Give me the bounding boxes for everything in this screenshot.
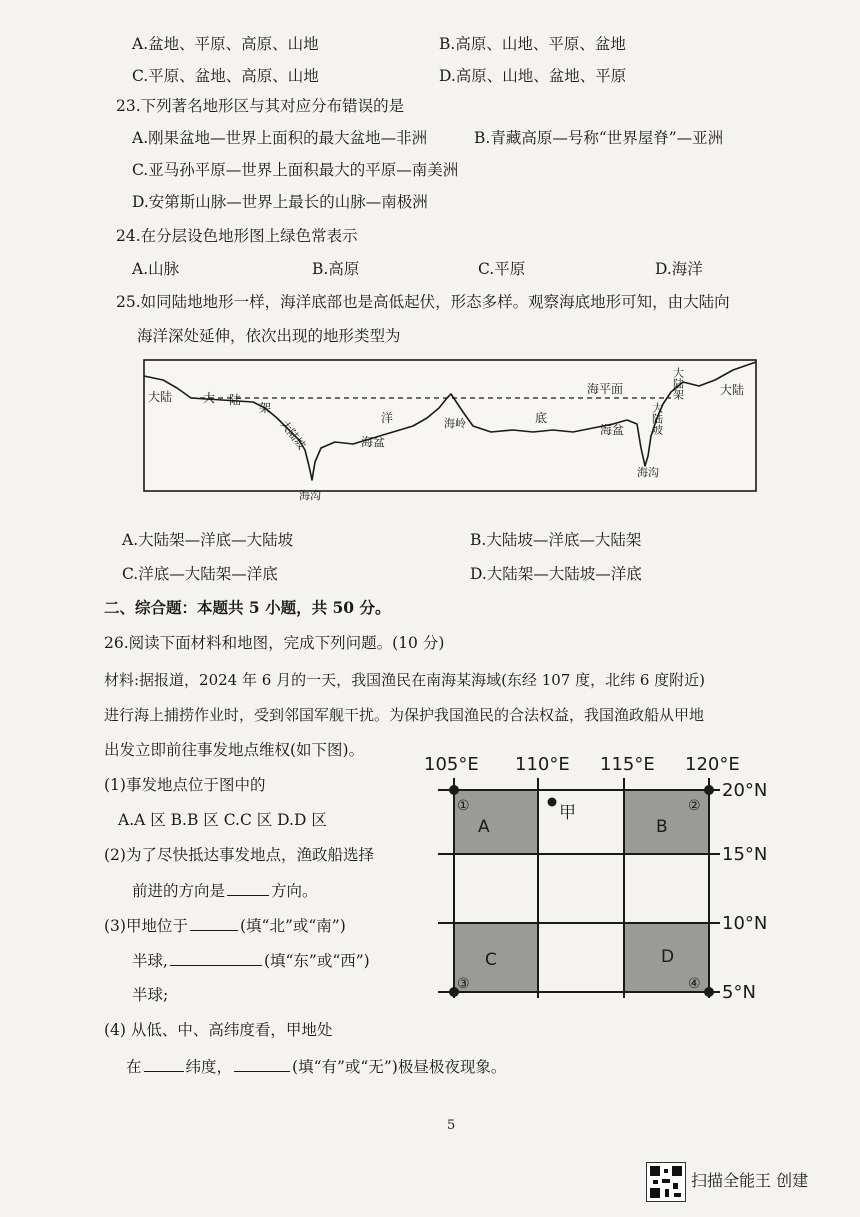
q25-option-d: D.大陆架—大陆坡—洋底 bbox=[470, 565, 642, 583]
q26-sub4-blank-1[interactable] bbox=[144, 1056, 184, 1072]
q24-option-d: D.海洋 bbox=[655, 260, 703, 278]
map-lat-5: 5°N bbox=[722, 982, 756, 1003]
q26-sub2-text-a: 前进的方向是 bbox=[132, 882, 226, 900]
map-lat-10: 10°N bbox=[722, 913, 768, 934]
q25-stem-line1: 25.如同陆地地形一样，海洋底部也是高低起伏，形态多样。观察海底地形可知，由大陆向 bbox=[116, 293, 730, 311]
q25-option-b: B.大陆坡—洋底—大陆架 bbox=[470, 531, 642, 549]
q26-sub4-text-a: 在 bbox=[126, 1058, 142, 1076]
q22-option-a: A.盆地、平原、高原、山地 bbox=[132, 35, 319, 53]
footer-brand: 扫描全能王 创建 bbox=[691, 1171, 809, 1190]
diagram-label-slope-left: 大陆坡 bbox=[277, 417, 309, 452]
q26-sub3-line3: 半球; bbox=[132, 986, 169, 1004]
q24-option-a: A.山脉 bbox=[132, 260, 180, 278]
q26-sub1: (1)事发地点位于图中的 bbox=[104, 776, 266, 794]
seabed-profile-diagram bbox=[143, 352, 757, 502]
diagram-label-ridge: 海岭 bbox=[444, 417, 466, 430]
map-lon-105: 105°E bbox=[424, 754, 479, 775]
q26-sub4-text-c: (填“有”或“无”)极昼极夜现象。 bbox=[292, 1058, 507, 1076]
diagram-label-basin-left: 海盆 bbox=[361, 435, 386, 449]
q26-material-line2: 进行海上捕捞作业时，受到邻国军舰干扰。为保护我国渔民的合法权益，我国渔政船从甲地 bbox=[104, 706, 705, 724]
map-lon-110: 110°E bbox=[515, 754, 570, 775]
diagram-label-shelf-1: 大 bbox=[203, 391, 216, 405]
q26-sub3-text-a: (3)甲地位于 bbox=[104, 917, 188, 935]
map-region-d-label: D bbox=[661, 947, 675, 967]
q26-sub3-text-b: (填“北”或“南”) bbox=[239, 917, 346, 935]
diagram-label-sea-level: 海平面 bbox=[587, 382, 624, 396]
q24-stem: 24.在分层设色地形图上绿色常表示 bbox=[116, 227, 358, 245]
q26-sub3-line2 bbox=[132, 950, 370, 971]
q25-option-c: C.洋底—大陆架—洋底 bbox=[122, 565, 278, 583]
page-number: 5 bbox=[447, 1118, 456, 1133]
q26-sub4-line2 bbox=[126, 1056, 506, 1077]
map-region-b-label: B bbox=[656, 817, 668, 837]
q25-option-a: A.大陆架—洋底—大陆坡 bbox=[122, 531, 294, 549]
q24-option-c: C.平原 bbox=[478, 260, 526, 278]
map-lon-120: 120°E bbox=[685, 754, 740, 775]
map-mark-3: ③ bbox=[457, 976, 470, 992]
diagram-label-land-left: 大陆 bbox=[148, 390, 173, 404]
diagram-label-shelf-3: 架 bbox=[259, 401, 272, 415]
diagram-label-slope-right: 大陆坡 bbox=[650, 402, 664, 435]
q26-sub3-blank-2[interactable] bbox=[170, 950, 262, 966]
q26-sub4-blank-2[interactable] bbox=[234, 1056, 290, 1072]
q25-stem-line2: 海洋深处延伸，依次出现的地形类型为 bbox=[137, 327, 401, 345]
q23-option-a: A.刚果盆地—世界上面积的最大盆地—非洲 bbox=[132, 129, 428, 147]
q26-sub3-text-d: (填“东”或“西”) bbox=[263, 952, 370, 970]
q26-sub3-blank-1[interactable] bbox=[190, 915, 238, 931]
map-mark-1: ① bbox=[457, 798, 470, 814]
q26-sub3-text-c: 半球, bbox=[132, 952, 168, 970]
q22-option-d: D.高原、山地、盆地、平原 bbox=[439, 67, 627, 85]
diagram-label-basin-right: 海盆 bbox=[600, 423, 625, 437]
map-point-jia: 甲 bbox=[559, 803, 576, 823]
q24-option-b: B.高原 bbox=[312, 260, 360, 278]
grid-map bbox=[420, 748, 800, 1004]
q26-sub4-text-b: 纬度， bbox=[185, 1058, 233, 1076]
q22-option-b: B.高原、山地、平原、盆地 bbox=[439, 35, 626, 53]
q23-option-b: B.青藏高原—号称“世界屋脊”—亚洲 bbox=[474, 129, 724, 147]
diagram-label-shelf-2: 陆 bbox=[229, 393, 242, 407]
q26-sub2-line1: (2)为了尽快抵达事发地点，渔政船选择 bbox=[104, 846, 374, 864]
q23-option-d: D.安第斯山脉—世界上最长的山脉—南极洲 bbox=[132, 193, 428, 211]
qr-code-icon bbox=[646, 1162, 686, 1202]
map-region-c-label: C bbox=[485, 950, 497, 970]
q23-option-c: C.亚马孙平原—世界上面积最大的平原—南美洲 bbox=[132, 161, 459, 179]
q22-option-c: C.平原、盆地、高原、山地 bbox=[132, 67, 319, 85]
map-mark-2: ② bbox=[688, 798, 701, 814]
q26-sub4-line1: (4) 从低、中、高纬度看，甲地处 bbox=[104, 1021, 333, 1039]
map-lon-115: 115°E bbox=[600, 754, 655, 775]
diagram-label-land-right: 大陆 bbox=[720, 383, 745, 397]
map-mark-4: ④ bbox=[688, 976, 701, 992]
diagram-label-trench-right: 海沟 bbox=[637, 466, 659, 479]
diagram-label-trench-left: 海沟 bbox=[299, 489, 321, 502]
q26-sub2-line2 bbox=[132, 880, 318, 901]
q23-stem: 23.下列著名地形区与其对应分布错误的是 bbox=[116, 97, 405, 115]
q26-sub3-line1 bbox=[104, 915, 346, 936]
q26-stem: 26.阅读下面材料和地图，完成下列问题。(10 分) bbox=[104, 634, 445, 652]
diagram-label-shelf-right: 大陆架 bbox=[671, 367, 685, 400]
q26-material-line3: 出发立即前往事发地点维权(如下图)。 bbox=[104, 741, 365, 759]
map-lat-15: 15°N bbox=[722, 844, 768, 865]
q26-material-line1: 材料:据报道，2024 年 6 月的一天，我国渔民在南海某海域(东经 107 度，北纬 6 度附近) bbox=[104, 671, 706, 689]
map-lat-20: 20°N bbox=[722, 780, 768, 801]
q26-sub1-options: A.A 区 B.B 区 C.C 区 D.D 区 bbox=[118, 811, 327, 829]
diagram-label-ocean-1: 洋 bbox=[381, 411, 394, 425]
section-2-heading: 二、综合题：本题共 5 小题，共 50 分。 bbox=[104, 598, 391, 617]
diagram-label-ocean-2: 底 bbox=[535, 411, 548, 425]
q26-sub2-blank[interactable] bbox=[227, 880, 269, 896]
map-region-a-label: A bbox=[478, 817, 490, 837]
q26-sub2-text-b: 方向。 bbox=[271, 882, 318, 900]
